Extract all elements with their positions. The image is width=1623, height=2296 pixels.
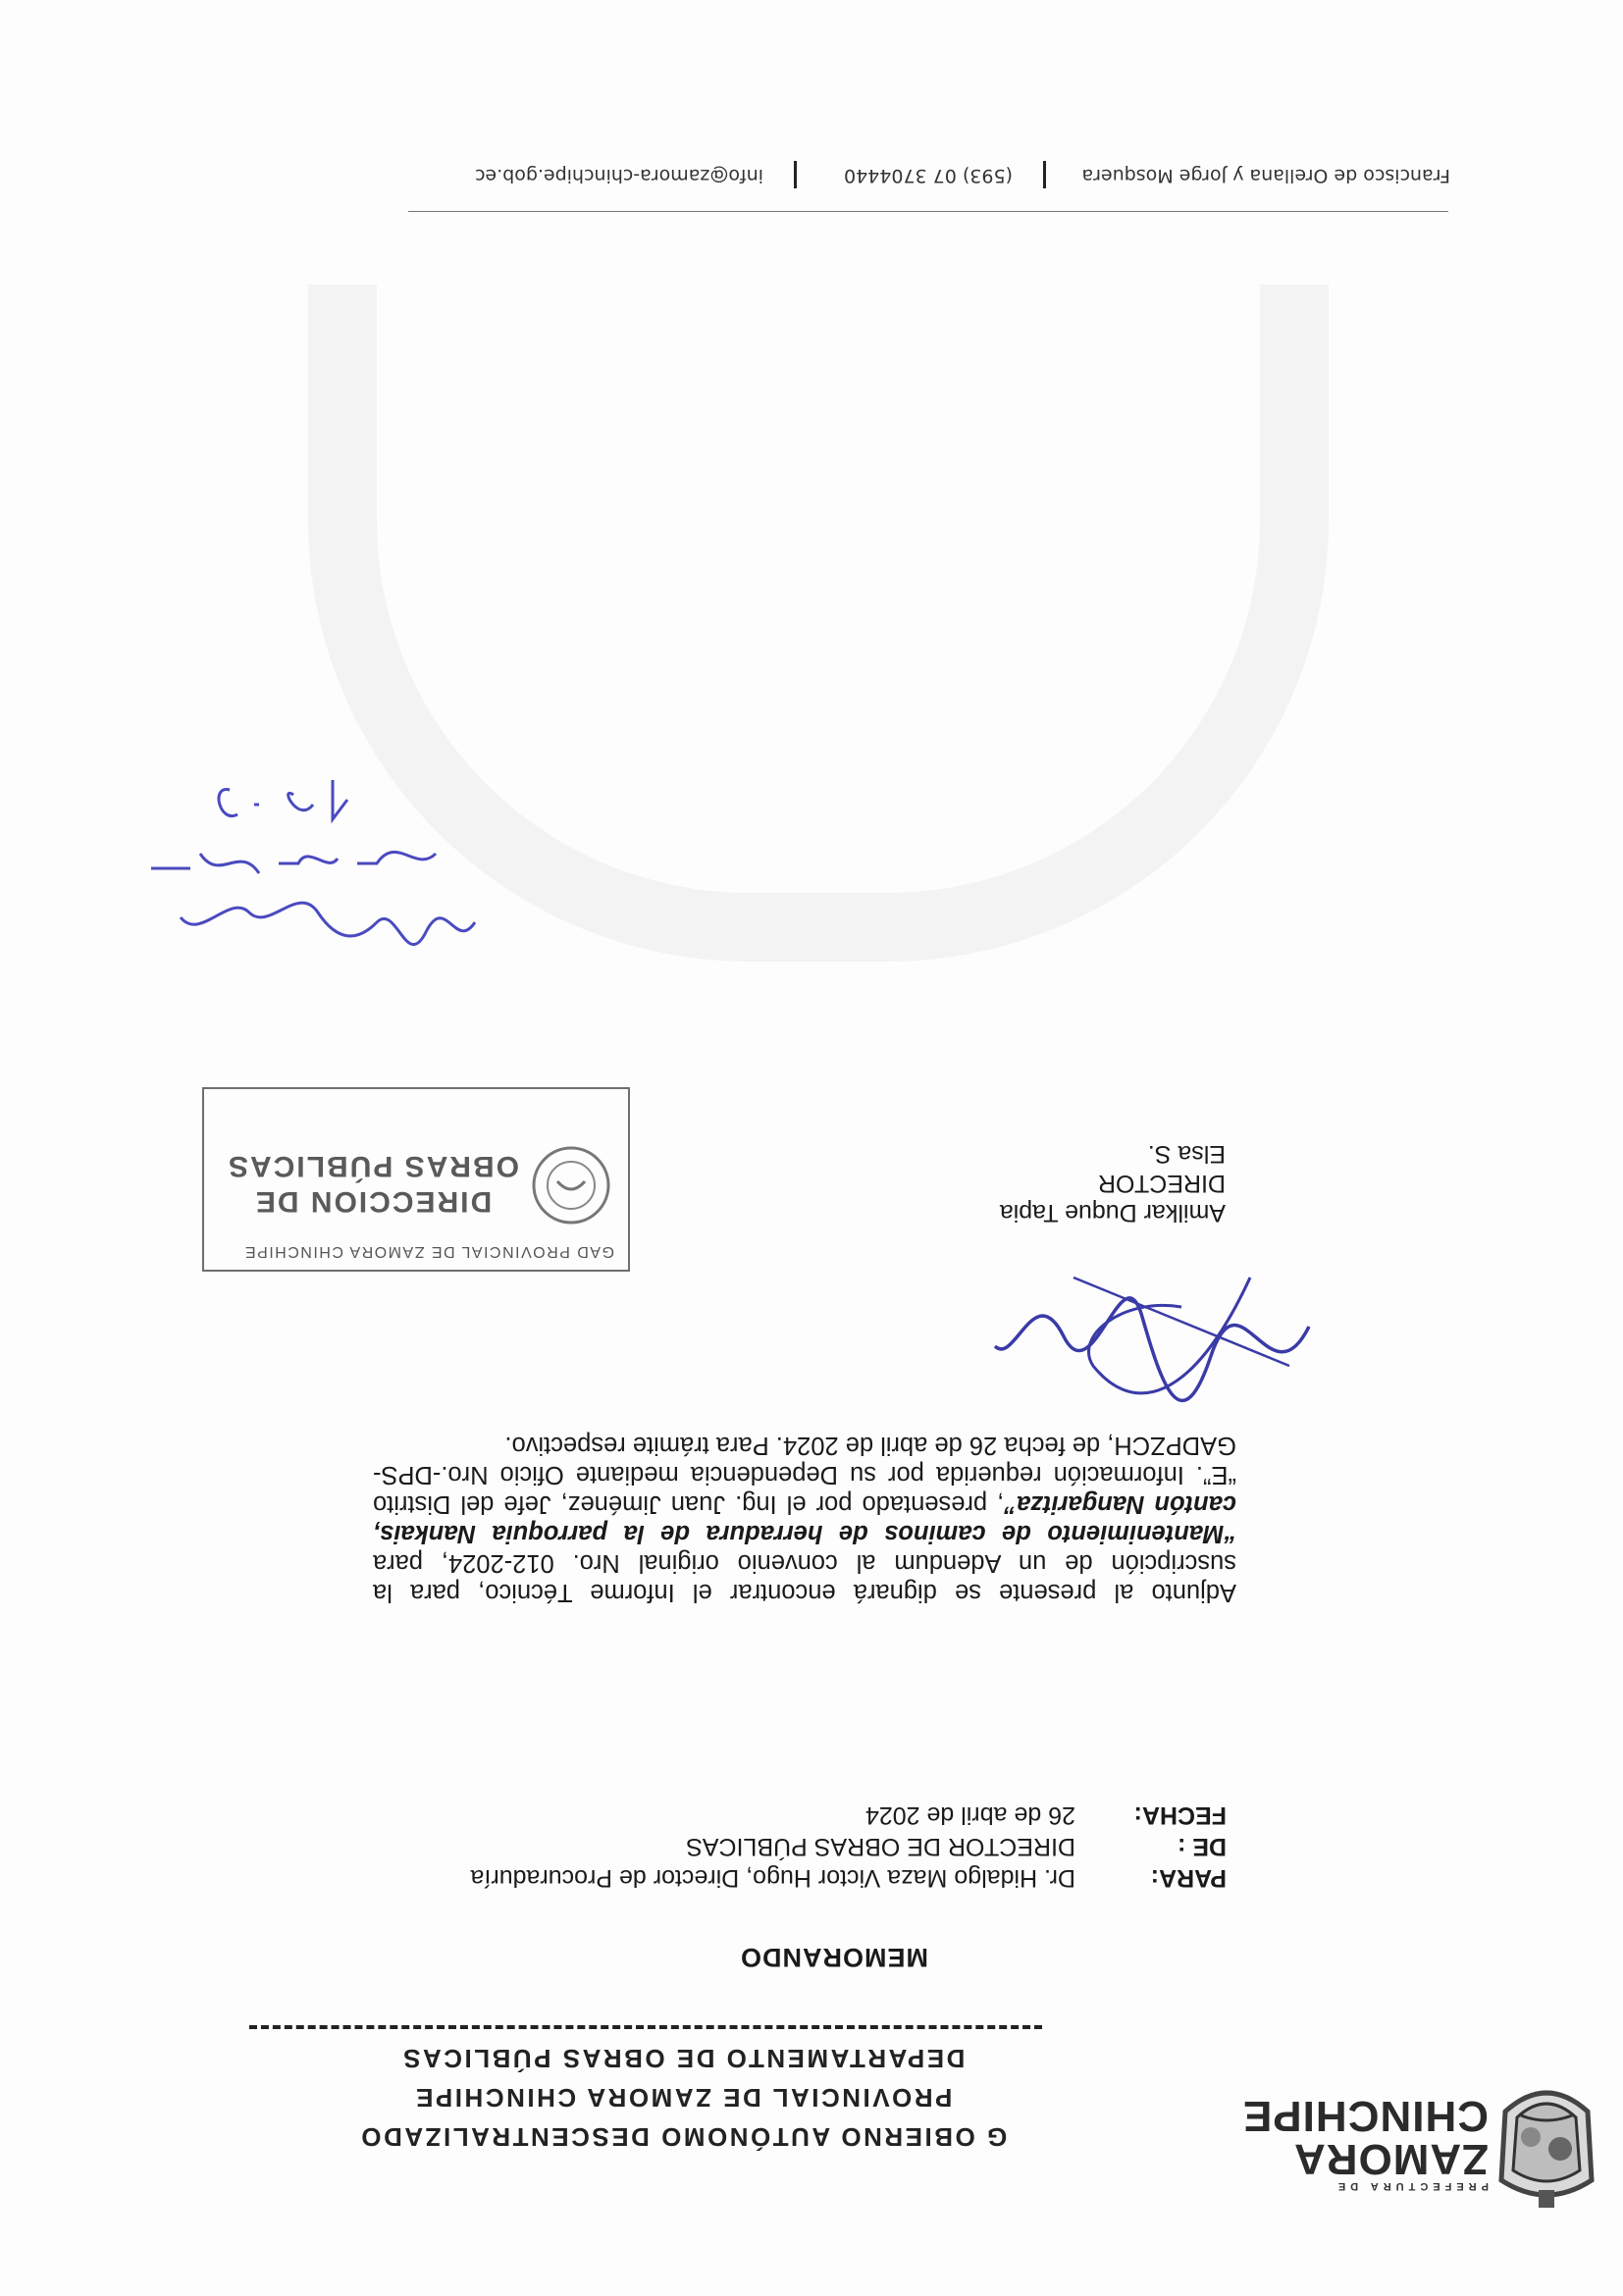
signer-title: DIRECTOR — [1097, 1170, 1226, 1197]
footer-rule — [408, 211, 1448, 212]
memo-title: MEMORANDO — [740, 1943, 928, 1972]
stamp-header: GAD PROVINCIAL DE ZAMORA CHINCHIPE — [243, 1243, 614, 1260]
signer-name: Amilkar Duque Tapia — [999, 1199, 1226, 1226]
typist-initials: Elsa S. — [1147, 1140, 1226, 1168]
stamp-line-1: DIRECCION DE — [253, 1185, 493, 1218]
body-part-2: , presentado por el Ing. Juan Jiménez, Jefe del Distrito “E”. Información requerida por su Dependencia mediante Oficio Nro.-DPS-GADPZCH, de fecha 26 de abril de 2024. Para trámite respectivo. — [373, 1432, 1236, 1518]
header-line-2: PROVINCIAL DE ZAMORA CHINCHIPE — [413, 2083, 953, 2113]
logo-line-2: CHINCHIPE — [1241, 2092, 1489, 2140]
department-stamp — [202, 1087, 630, 1272]
de-label: DE : — [1178, 1833, 1227, 1860]
footer-phone: (593) 07 3704440 — [844, 165, 1013, 186]
header-line-1: G OBIERNO AUTÓNOMO DESCENTRALIZADO — [358, 2122, 1008, 2152]
dashed-divider — [249, 2025, 1042, 2029]
fecha-label: FECHA: — [1133, 1801, 1227, 1829]
logo-wordmark — [1242, 2094, 1489, 2192]
logo-line-1: ZAMORA — [1292, 2135, 1489, 2183]
coat-of-arms-icon — [1492, 2072, 1601, 2210]
body-project-name: “Mantenimiento de caminos de herradura de la parroquia Nankais, cantón Nangaritza” — [373, 1490, 1236, 1547]
header-line-3: DEPARTAMENTO DE OBRAS PÚBLICAS — [400, 2044, 966, 2073]
de-value: DIRECTOR DE OBRAS PÚBLICAS — [686, 1833, 1075, 1860]
stamp-text — [226, 1148, 520, 1219]
prefectura-logo — [1241, 2013, 1601, 2210]
handwritten-signature — [975, 1258, 1329, 1425]
stamp-line-2: OBRAS PÚBLICAS — [227, 1150, 520, 1182]
footer-email: info@zamora-chinchipe.gob.ec — [475, 165, 763, 186]
institution-header — [241, 2039, 1125, 2157]
logo-small-text: PREFECTURA DE — [1333, 2180, 1489, 2192]
body-part-1: Adjunto al presente se dignará encontrar el Informe Técnico, para la suscripción de un Adendum al convenio original Nro. 012-2024, para — [373, 1549, 1236, 1606]
footer-separator — [1043, 161, 1046, 188]
memo-body — [373, 1431, 1236, 1607]
footer-separator — [794, 161, 797, 188]
handwritten-receipt-note — [122, 765, 495, 962]
footer-address: Francisco de Orellana y Jorge Mosquera — [1081, 165, 1450, 186]
para-label: PARA: — [1150, 1864, 1227, 1892]
para-value: Dr. Hidalgo Maza Victor Hugo, Director de Procuraduría — [470, 1864, 1075, 1892]
stamp-seal-icon — [530, 1144, 612, 1226]
fecha-value: 26 de abril de 2024 — [864, 1801, 1075, 1829]
